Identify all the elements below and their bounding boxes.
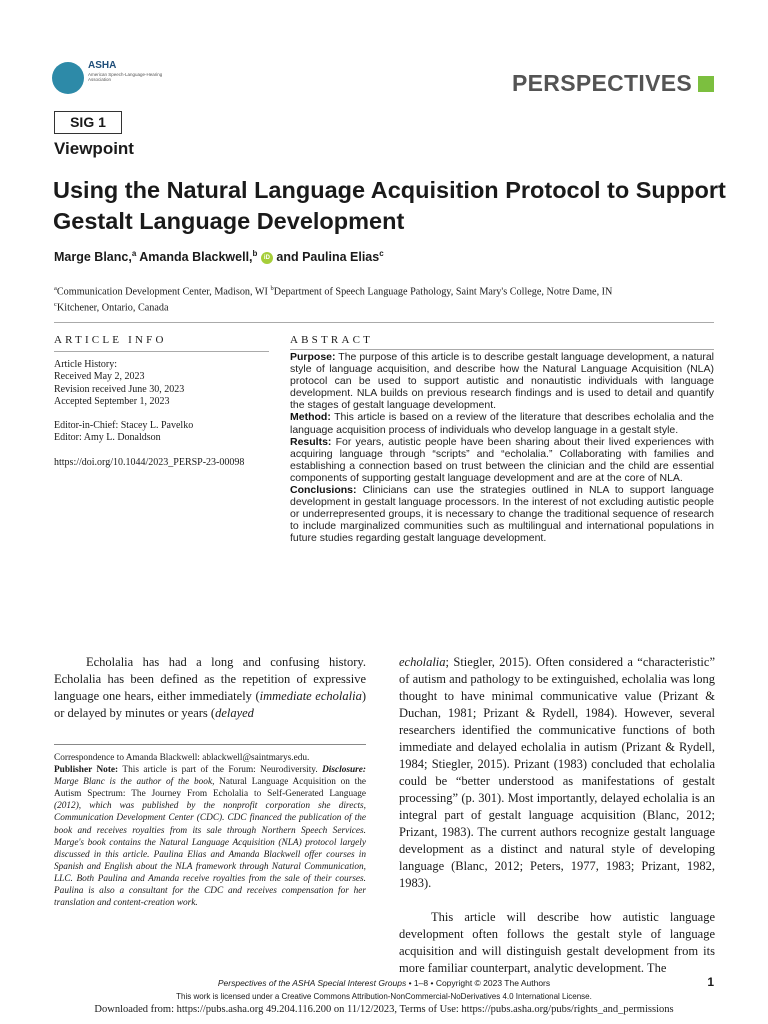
- sig-badge: SIG 1: [54, 111, 122, 134]
- disclosure-label: Disclosure:: [322, 765, 366, 776]
- body-right-column: [399, 654, 715, 977]
- section-label: Viewpoint: [54, 139, 134, 158]
- footer-copyright: Copyright © 2023 The Authors: [435, 978, 551, 988]
- article-title: Using the Natural Language Acquisition Protocol to Support Gestalt Language Development: [53, 177, 726, 234]
- author-name: and Paulina Elias: [276, 250, 380, 265]
- method-text: This article is based on a review of the literature that describes echolalia and the language acquisition process of individuals who develop language in a gestalt style.: [290, 411, 714, 436]
- body-text: Echolalia has had a long and confusing history. Echolalia has been defined as the repetition of expressive language one hears, either immediately (: [54, 655, 366, 703]
- disclosure-text: (2012), which was published by the nonprofit corporation she directs, Communication Development Center (CDC). CDC financed the publication of the book and receives royalties from its sale through Northern Speech Services. Marge's book contains the Natural Language Acquisition (NLA) protocol largely discussed in this article. Paulina Elias and Amanda Blackwell offer courses in Spanish and English about the NLA framework through Natural Communication, LLC. Both Paulina and Amanda receive royalties from the sale of their courses. Paulina is also a consultant for the CDC and receives compensation for her translation and content-creation work.: [54, 801, 366, 909]
- results-text: For years, autistic people have been sharing about their lived experiences with acquiring language through “scripts” and “echolalia.” Collaborating with families and establishing a connection based on trust between the clinician and the child are essential components of supporting gestalt language development and are at the core of NLA.: [290, 435, 714, 484]
- author-affil-sup: a: [131, 249, 137, 258]
- note-label: Publisher Note:: [54, 765, 119, 776]
- affiliations: [54, 282, 612, 315]
- download-line[interactable]: Downloaded from: https://pubs.asha.org 49.204.116.200 on 11/12/2023, Terms of Use: https://pubs.asha.org/pubs/rights_and_permissions: [94, 1004, 674, 1015]
- body-text: ) or delayed by minutes or years (: [54, 689, 366, 720]
- page-number: 1: [707, 975, 714, 989]
- affiliation: Department of Speech Language Pathology, Saint Mary's College, Notre Dame, IN: [273, 286, 613, 298]
- article-info: [54, 359, 269, 469]
- revised-date: Revision received June 30, 2023: [54, 383, 185, 395]
- asha-logo-name: ASHA: [88, 60, 117, 71]
- asha-logo-icon: [52, 62, 84, 94]
- correspondence-contact: Correspondence to Amanda Blackwell: ablackwell@saintmarys.edu.: [54, 753, 310, 763]
- affil-sup: b: [270, 285, 274, 292]
- correspondence-note: [54, 752, 366, 909]
- body-text: ; Stiegler, 2015). Often considered a “characteristic” of autism and pathology to be extinguished, echolalia was long thought to have minimal communicative value (Prizant & Duchan, 1981; Prizant & Rydell, 1984). However, several researchers identified the communicative functions of both immediate and delayed echolalia in autism (Prizant & Rydell, 1984; Stiegler, 2015). Prizant (1983) concluded that echolalia could be “better understood as manifestations of gestalt processing” (p. 301). Most importantly, delayed echolalia is an integral part of gestalt language acquisition (Blanc, 2012; Prizant, 1983). The current authors recognize gestalt language development as a distinct and natural style of developing language (Blanc, 2012; Peters, 1977, 1983; Prizant, 1982, 1983).: [399, 655, 715, 890]
- doi-link[interactable]: https://doi.org/10.1044/2023_PERSP-23-00098: [54, 456, 245, 468]
- author-affil-sup: c: [379, 249, 384, 258]
- green-square-icon: [698, 76, 714, 92]
- body-left-paragraph: [54, 654, 366, 722]
- author-name: Amanda Blackwell,: [139, 250, 253, 265]
- footnote-divider: [54, 744, 366, 745]
- journal-wordmark: PERSPECTIVES: [512, 70, 692, 96]
- conclusions-text: Clinicians can use the strategies outlined in NLA to support language development in gestalt language processors. In the interest of not excluding autistic people or underrepresented groups, it is necessary to change the traditional sequence of research to include marginalized communities such as multilingual and international populations in future studies regarding gestalt language development.: [290, 484, 714, 545]
- note-text: This article is part of the Forum: Neurodiversity.: [122, 765, 318, 776]
- author-list: [54, 249, 384, 264]
- license-line[interactable]: This work is licensed under a Creative Commons Attribution-NonCommercial-NoDerivatives 4.0 International License.: [176, 992, 592, 1001]
- book-title: Natural Language Acquisition on the Autism Spectrum: The Journey From Echolalia to Self-Generated Language: [54, 777, 367, 800]
- abstract-purpose: [290, 351, 714, 411]
- purpose-label: Purpose:: [290, 351, 336, 363]
- article-info-heading: ARTICLE INFO: [54, 334, 167, 346]
- abstract-body: [290, 351, 714, 545]
- footer-pages: 1–8: [413, 978, 429, 988]
- body-paragraph: This article will describe how autistic language development often follows the gestalt style of language acquisition and will distinguish gestalt development from its more familiar counterpart, analytic development. The: [399, 910, 715, 975]
- method-label: Method:: [290, 411, 331, 424]
- affil-sup: a: [54, 285, 57, 292]
- divider: [290, 349, 714, 350]
- results-label: Results:: [290, 435, 332, 448]
- author-affil-sup: b: [252, 249, 258, 258]
- affil-sup: c: [54, 301, 57, 309]
- affiliation: Kitchener, Ontario, Canada: [56, 302, 169, 314]
- abstract-conclusions: [290, 484, 714, 544]
- editor-in-chief: Editor-in-Chief: Stacey L. Pavelko: [54, 420, 194, 432]
- body-italic: immediate echolalia: [259, 689, 362, 703]
- asha-logo-subtitle: American Speech-Language-Hearing Association: [88, 72, 163, 82]
- publisher-disclosure: [54, 764, 366, 909]
- purpose-text: The purpose of this article is to describe gestalt language development, a natural style of language acquisition, and describe how the Natural Language Acquisition (NLA) protocol can be used to support autistic and nonautistic individuals with language development. NLA builds on previous research findings and is used to detail and quantify the stages of gestalt language development.: [290, 351, 714, 412]
- footer-citation: Perspectives of the ASHA Special Interest Groups • 1–8 • Copyright © 2023 The Authors: [217, 978, 551, 988]
- abstract-method: [290, 411, 714, 435]
- body-italic: delayed: [215, 706, 254, 720]
- body-paragraph: [399, 654, 715, 892]
- accepted-date: Accepted September 1, 2023: [54, 395, 170, 407]
- disclosure-text: Marge Blanc is the author of the book,: [54, 777, 215, 788]
- divider: [54, 322, 714, 323]
- divider: [54, 351, 269, 352]
- author-name: Marge Blanc,: [54, 250, 132, 265]
- history-label: Article History:: [54, 359, 118, 370]
- editor: Editor: Amy L. Donaldson: [54, 432, 161, 444]
- asha-logo: [52, 60, 172, 100]
- abstract-results: [290, 436, 714, 484]
- received-date: Received May 2, 2023: [54, 371, 145, 383]
- affiliation: Communication Development Center, Madison, WI: [56, 286, 268, 298]
- orcid-icon[interactable]: iD: [261, 252, 273, 264]
- conclusions-label: Conclusions:: [290, 484, 357, 497]
- body-italic: echolalia: [399, 655, 446, 669]
- abstract-heading: ABSTRACT: [290, 334, 374, 346]
- footer-journal: Perspectives of the ASHA Special Interest Groups: [217, 978, 407, 988]
